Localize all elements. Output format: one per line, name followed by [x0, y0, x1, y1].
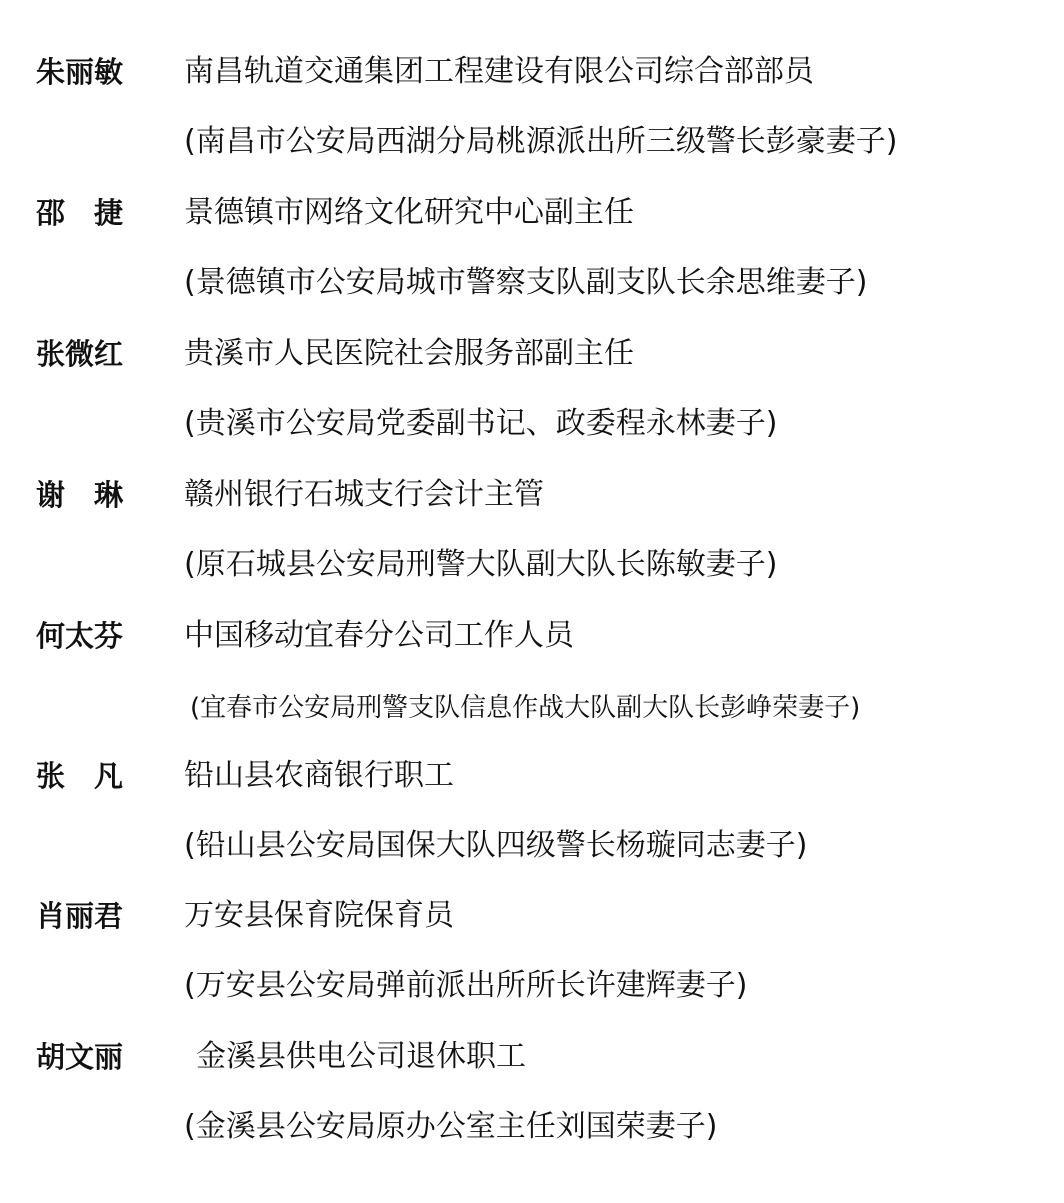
person-job: 贵溪市人民医院社会服务部副主任 [184, 336, 634, 371]
list-item [0, 0, 1064, 159]
spouse-note: (金溪县公安局原办公室主任刘国荣妻子) [184, 1109, 718, 1144]
person-name: 肖丽君 [36, 899, 124, 933]
list-item [0, 985, 1064, 1144]
list-item [0, 423, 1064, 582]
spouse-note: (原石城县公安局刑警大队副大队长陈敏妻子) [184, 547, 778, 582]
person-job: 铅山县农商银行职工 [184, 758, 454, 793]
person-job: 万安县保育院保育员 [184, 898, 454, 933]
person-job: 赣州银行石城支行会计主管 [184, 477, 544, 512]
list-item [0, 564, 1064, 723]
person-job: 金溪县供电公司退休职工 [196, 1039, 526, 1074]
person-name: 何太芬 [36, 619, 124, 653]
person-name: 谢 琳 [36, 478, 124, 512]
list-item [0, 141, 1064, 300]
list-item [0, 844, 1064, 1003]
list-item [0, 282, 1064, 441]
person-name: 朱丽敏 [36, 55, 124, 89]
person-name: 张 凡 [36, 759, 124, 793]
person-job: 景德镇市网络文化研究中心副主任 [184, 195, 634, 230]
person-name: 邵 捷 [36, 196, 124, 230]
spouse-note: (贵溪市公安局党委副书记、政委程永林妻子) [184, 406, 778, 441]
person-job: 中国移动宜春分公司工作人员 [184, 618, 574, 653]
spouse-note: (万安县公安局弹前派出所所长许建辉妻子) [184, 968, 748, 1003]
spouse-note: (南昌市公安局西湖分局桃源派出所三级警长彭豪妻子) [184, 124, 898, 159]
spouse-note: (铅山县公安局国保大队四级警长杨璇同志妻子) [184, 828, 808, 863]
list-item [0, 704, 1064, 863]
person-job: 南昌轨道交通集团工程建设有限公司综合部部员 [184, 54, 814, 89]
spouse-note: (景德镇市公安局城市警察支队副支队长余思维妻子) [184, 265, 868, 300]
person-name: 胡文丽 [36, 1040, 124, 1074]
spouse-note: (宜春市公安局刑警支队信息作战大队副大队长彭峥荣妻子) [190, 693, 861, 723]
person-name: 张微红 [36, 337, 124, 371]
